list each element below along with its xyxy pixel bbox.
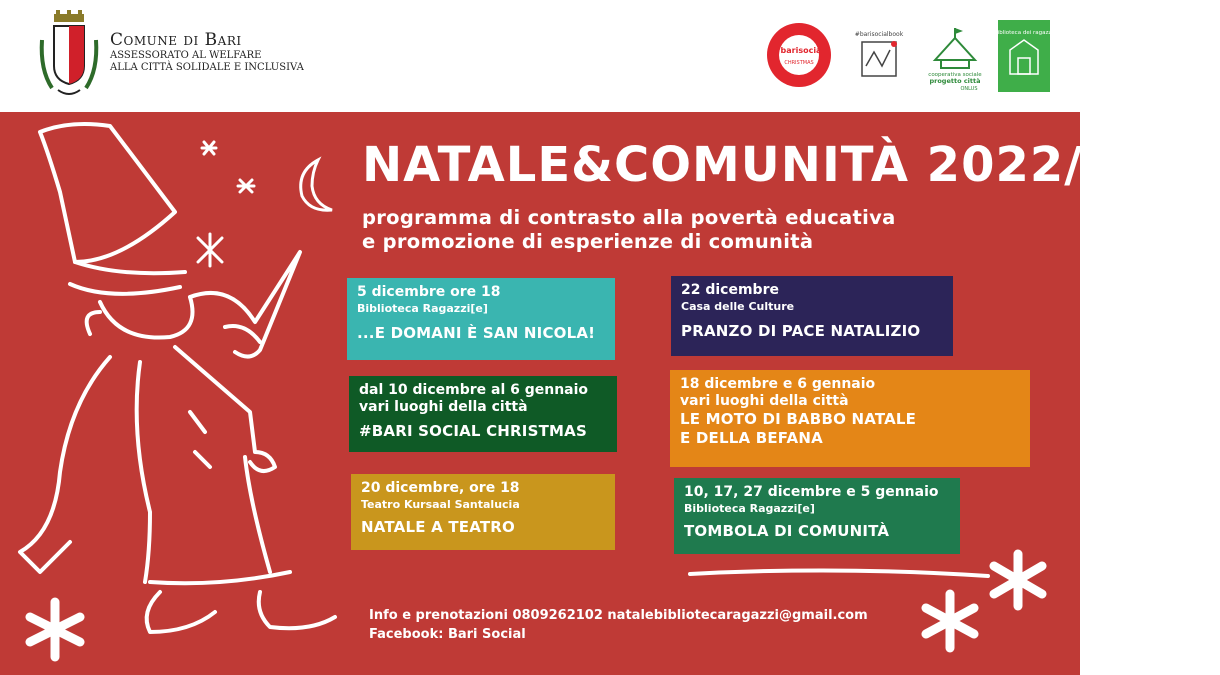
department-line-2: ALLA CITTÀ SOLIDALE E INCLUSIVA xyxy=(110,62,304,73)
event-card-pranzo-pace xyxy=(671,276,953,356)
footer-info xyxy=(369,606,868,644)
event-title: #BARI SOCIAL CHRISTMAS xyxy=(359,422,587,440)
department-line-1: ASSESSORATO AL WELFARE xyxy=(110,50,262,61)
event-title: NATALE A TEATRO xyxy=(361,518,515,536)
comune-block xyxy=(110,30,304,74)
event-place: vari luoghi della città xyxy=(680,393,849,409)
city-crest-icon xyxy=(38,10,100,100)
cooperativa-line-2: progetto città xyxy=(929,77,981,85)
biblioteca-logo-text: la biblioteca dei ragazzi[e] xyxy=(987,30,1061,36)
event-date: 20 dicembre, ore 18 xyxy=(361,480,520,496)
event-card-moto-babbo-natale xyxy=(670,370,1030,467)
barisocial-logo-text: #barisocial xyxy=(773,46,825,55)
event-title: LE MOTO DI BABBO NATALE xyxy=(680,410,917,428)
socialbook-logo-text: #barisocialbook xyxy=(854,31,904,38)
info-line: Info e prenotazioni 0809262102 natalebibliotecaragazzi@gmail.com xyxy=(369,608,868,623)
event-date: 10, 17, 27 dicembre e 5 gennaio xyxy=(684,484,939,500)
event-title: PRANZO DI PACE NATALIZIO xyxy=(681,322,921,340)
cooperativa-logo xyxy=(925,20,985,92)
subtitle-line-1: programma di contrasto alla povertà educativa xyxy=(362,206,896,229)
barisocial-logo xyxy=(764,20,834,90)
poster-main xyxy=(0,112,1220,675)
event-title-line-2: E DELLA BEFANA xyxy=(680,429,823,447)
event-card-bari-social-christmas xyxy=(349,376,617,452)
socialbook-logo xyxy=(848,22,910,92)
star-icon xyxy=(198,142,254,266)
cooperativa-line-3: ONLUS xyxy=(960,86,978,92)
facebook-line: Facebook: Bari Social xyxy=(369,627,526,642)
event-place: Casa delle Culture xyxy=(681,300,795,313)
event-date: 18 dicembre e 6 gennaio xyxy=(680,376,876,392)
san-nicola-drawing-icon xyxy=(0,112,360,675)
event-title: TOMBOLA DI COMUNITÀ xyxy=(684,522,890,540)
event-card-tombola xyxy=(674,478,960,554)
event-title: ...E DOMANI È SAN NICOLA! xyxy=(357,324,596,342)
snowflake-icon xyxy=(30,602,80,657)
poster-subtitle xyxy=(362,206,896,254)
cooperativa-line-1: cooperativa sociale xyxy=(928,72,982,78)
event-place: vari luoghi della città xyxy=(359,399,528,415)
event-place: Teatro Kursaal Santalucia xyxy=(361,498,520,511)
event-date: dal 10 dicembre al 6 gennaio xyxy=(359,382,589,398)
header xyxy=(0,0,1080,112)
event-card-natale-teatro xyxy=(351,474,615,550)
subtitle-line-2: e promozione di esperienze di comunità xyxy=(362,230,814,253)
poster-title: NATALE&COMUNITÀ 2022/2023 xyxy=(362,137,1220,193)
event-date: 5 dicembre ore 18 xyxy=(357,284,501,300)
event-place: Biblioteca Ragazzi[e] xyxy=(357,302,488,315)
moon-icon xyxy=(301,160,332,210)
barisocial-logo-ring: CHRISTMAS xyxy=(784,60,814,66)
event-place: Biblioteca Ragazzi[e] xyxy=(684,502,815,515)
event-date: 22 dicembre xyxy=(681,282,779,298)
event-card-san-nicola xyxy=(347,278,615,360)
biblioteca-logo xyxy=(987,20,1061,92)
comune-name: Comune di Bari xyxy=(110,30,242,50)
